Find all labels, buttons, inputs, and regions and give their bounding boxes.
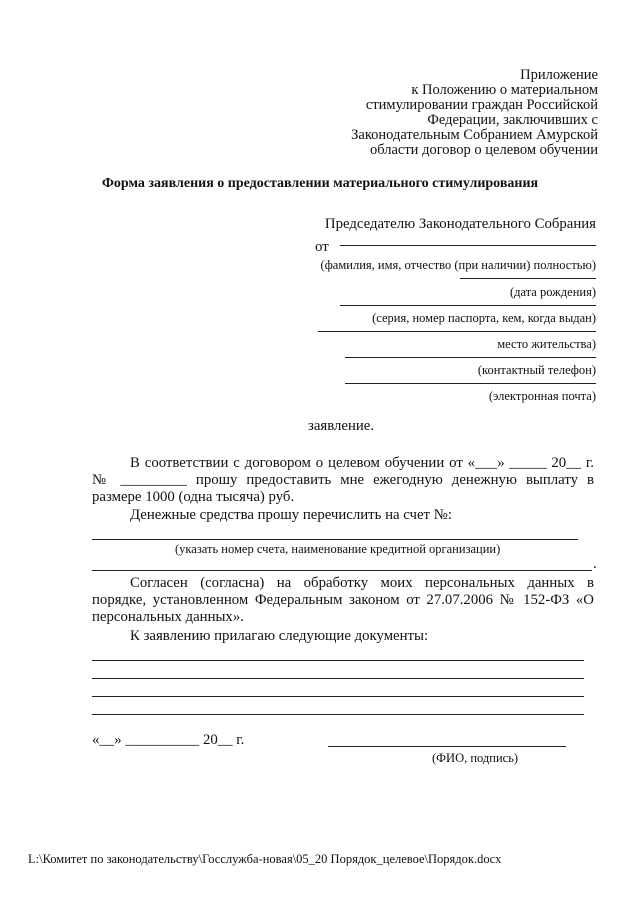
passport-line <box>340 305 596 306</box>
appendix-line: Законодательным Собранием Амурской <box>351 127 598 143</box>
residence-line <box>318 331 596 332</box>
account-line <box>92 539 578 540</box>
footer-file-path: L:\Комитет по законодательству\Госслужба-новая\05_20 Порядок_целевое\Порядок.docx <box>28 852 502 866</box>
documents-line-4 <box>92 714 584 715</box>
appendix-line: к Положению о материальном <box>411 82 598 98</box>
para3-line2: порядке, установленном Федеральным законом от 27.07.2006 № 152-ФЗ «О <box>92 592 594 608</box>
from-line <box>340 245 596 246</box>
period: . <box>593 556 597 572</box>
signature-line <box>328 746 566 747</box>
appendix-header <box>351 68 598 158</box>
appendix-line: Федерации, заключивших с <box>427 112 598 128</box>
para3-line3: персональных данных». <box>92 609 244 625</box>
para3-line1: Согласен (согласна) на обработку моих персональных данных в <box>130 575 594 591</box>
from-label: от <box>315 239 329 255</box>
addressee: Председателю Законодательного Собрания <box>324 216 596 232</box>
residence-caption: место жительства) <box>497 337 596 351</box>
birth-date-line <box>460 278 596 279</box>
documents-line-2 <box>92 678 584 679</box>
passport-caption: (серия, номер паспорта, кем, когда выдан) <box>372 311 596 325</box>
account-caption: (указать номер счета, наименование кредитной организации) <box>175 542 501 556</box>
para1-line3: размере 1000 (одна тысяча) руб. <box>92 489 295 505</box>
para4: К заявлению прилагаю следующие документы: <box>130 628 429 644</box>
account-line-2 <box>92 570 592 571</box>
documents-line-1 <box>92 660 584 661</box>
appendix-line: Приложение <box>520 67 598 83</box>
para1-line2: № _________ прошу предоставить мне ежегодную денежную выплату в <box>92 472 594 488</box>
phone-line <box>345 357 596 358</box>
doc-word: заявление. <box>308 418 375 434</box>
email-line <box>345 383 596 384</box>
para1-line1: В соответствии с договором о целевом обучении от «___» _____ 20__ г. <box>130 455 594 471</box>
documents-line-3 <box>92 696 584 697</box>
form-title: Форма заявления о предоставлении материального стимулирования <box>101 176 539 191</box>
appendix-line: области договор о целевом обучении <box>369 142 598 158</box>
date-line: «__» __________ 20__ г. <box>92 732 245 748</box>
signature-caption: (ФИО, подпись) <box>432 751 519 765</box>
email-caption: (электронная почта) <box>488 389 596 403</box>
appendix-line: стимулировании граждан Российской <box>365 97 598 113</box>
full-name-caption: (фамилия, имя, отчество (при наличии) полностью) <box>320 258 596 272</box>
para2: Денежные средства прошу перечислить на счет №: <box>130 507 452 523</box>
birth-date-caption: (дата рождения) <box>509 285 596 299</box>
phone-caption: (контактный телефон) <box>477 363 596 377</box>
